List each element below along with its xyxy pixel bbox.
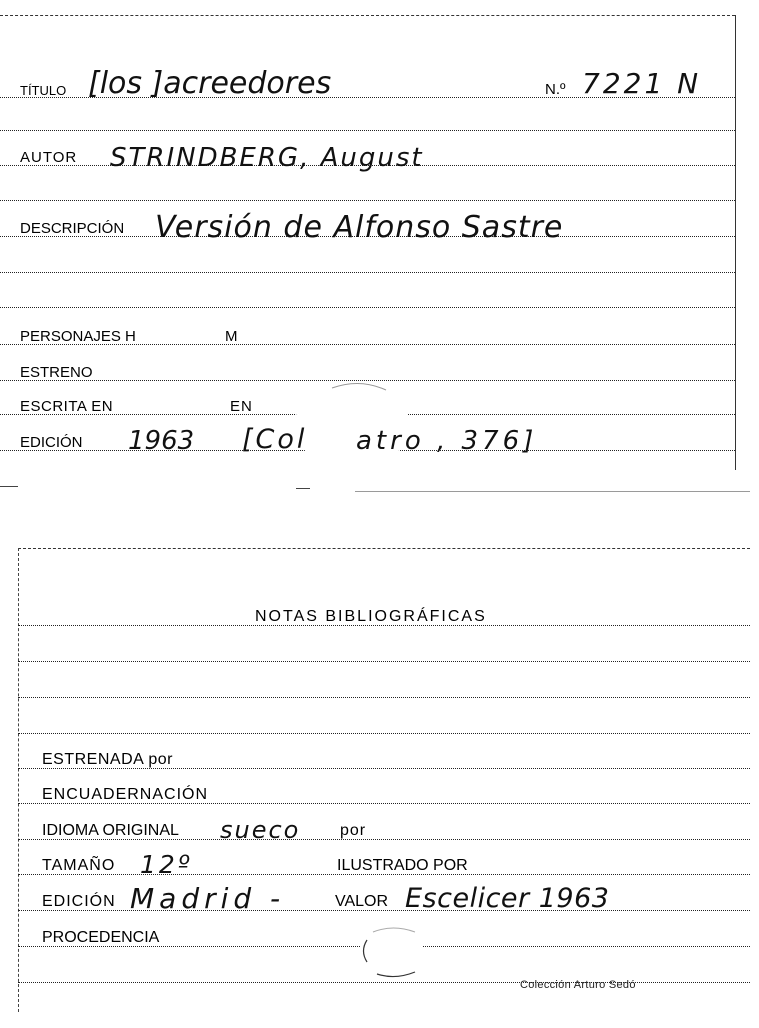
idioma-value: sueco [220,816,301,844]
numero-value: 7221 N [582,67,702,100]
edicion-year: 1963 [128,426,195,456]
ruled-line [0,200,735,201]
titulo-label: TÍTULO [20,83,67,98]
estreno-label: ESTRENO [20,364,93,381]
collection-stamp: Colección Arturo Sedó [520,979,636,991]
numero-label: N.º [545,81,566,98]
ilustrado-label: ILUSTRADO POR [337,857,468,874]
smudge-mark [355,924,427,982]
estrenada-label: ESTRENADA por [42,751,173,768]
idioma-label: IDIOMA ORIGINAL [42,822,179,839]
personajes-label: PERSONAJES H [20,328,136,345]
card-front-top-border [0,15,735,16]
edicion-collection-start: [Col [242,424,308,455]
card-back-top-border [18,548,750,549]
valor-value: Escelicer 1963 [405,883,610,914]
valor-label: VALOR [335,893,389,910]
card-front-bottom-dash [0,486,18,487]
ruled-line [0,130,735,131]
ruled-line [18,768,750,769]
edicion-value: Madrid - [130,882,286,915]
tamano-value: 12º [140,850,193,879]
edicion-label: EDICIÓN [20,434,83,451]
ruled-line [18,661,750,662]
ruled-line [18,625,750,626]
autor-value: STRINDBERG, August [110,143,424,173]
tamano-label: TAMAÑO [42,857,116,874]
en-label: EN [230,398,253,415]
edicion-label: EDICIÓN [42,893,116,910]
ruled-line [0,307,735,308]
ruled-line [18,733,750,734]
idioma-por-label: por [340,822,367,839]
ruled-line [18,803,750,804]
autor-label: AUTOR [20,149,78,166]
edicion-collection-end: atro , 376] [356,426,538,456]
encuadernacion-label: ENCUADERNACIÓN [42,786,209,803]
procedencia-label: PROCEDENCIA [42,929,160,946]
ruled-line [18,697,750,698]
ruled-line [18,874,750,875]
notas-heading: NOTAS BIBLIOGRÁFICAS [255,608,487,625]
ruled-line [0,272,735,273]
ruled-line [18,982,750,983]
card-front-bottom-dash [296,488,310,489]
card-back-left-border [18,548,19,1012]
ruled-line [18,839,750,840]
escrita-en-label: ESCRITA EN [20,398,114,415]
descripcion-value: Versión de Alfonso Sastre [155,210,564,245]
descripcion-label: DESCRIPCIÓN [20,220,125,237]
card-front-bottom-edge [355,491,750,492]
titulo-value: [los ]acreedores [88,66,332,101]
personajes-m-label: M [225,328,239,345]
card-front-right-border [735,15,736,470]
ruled-line [18,910,750,911]
